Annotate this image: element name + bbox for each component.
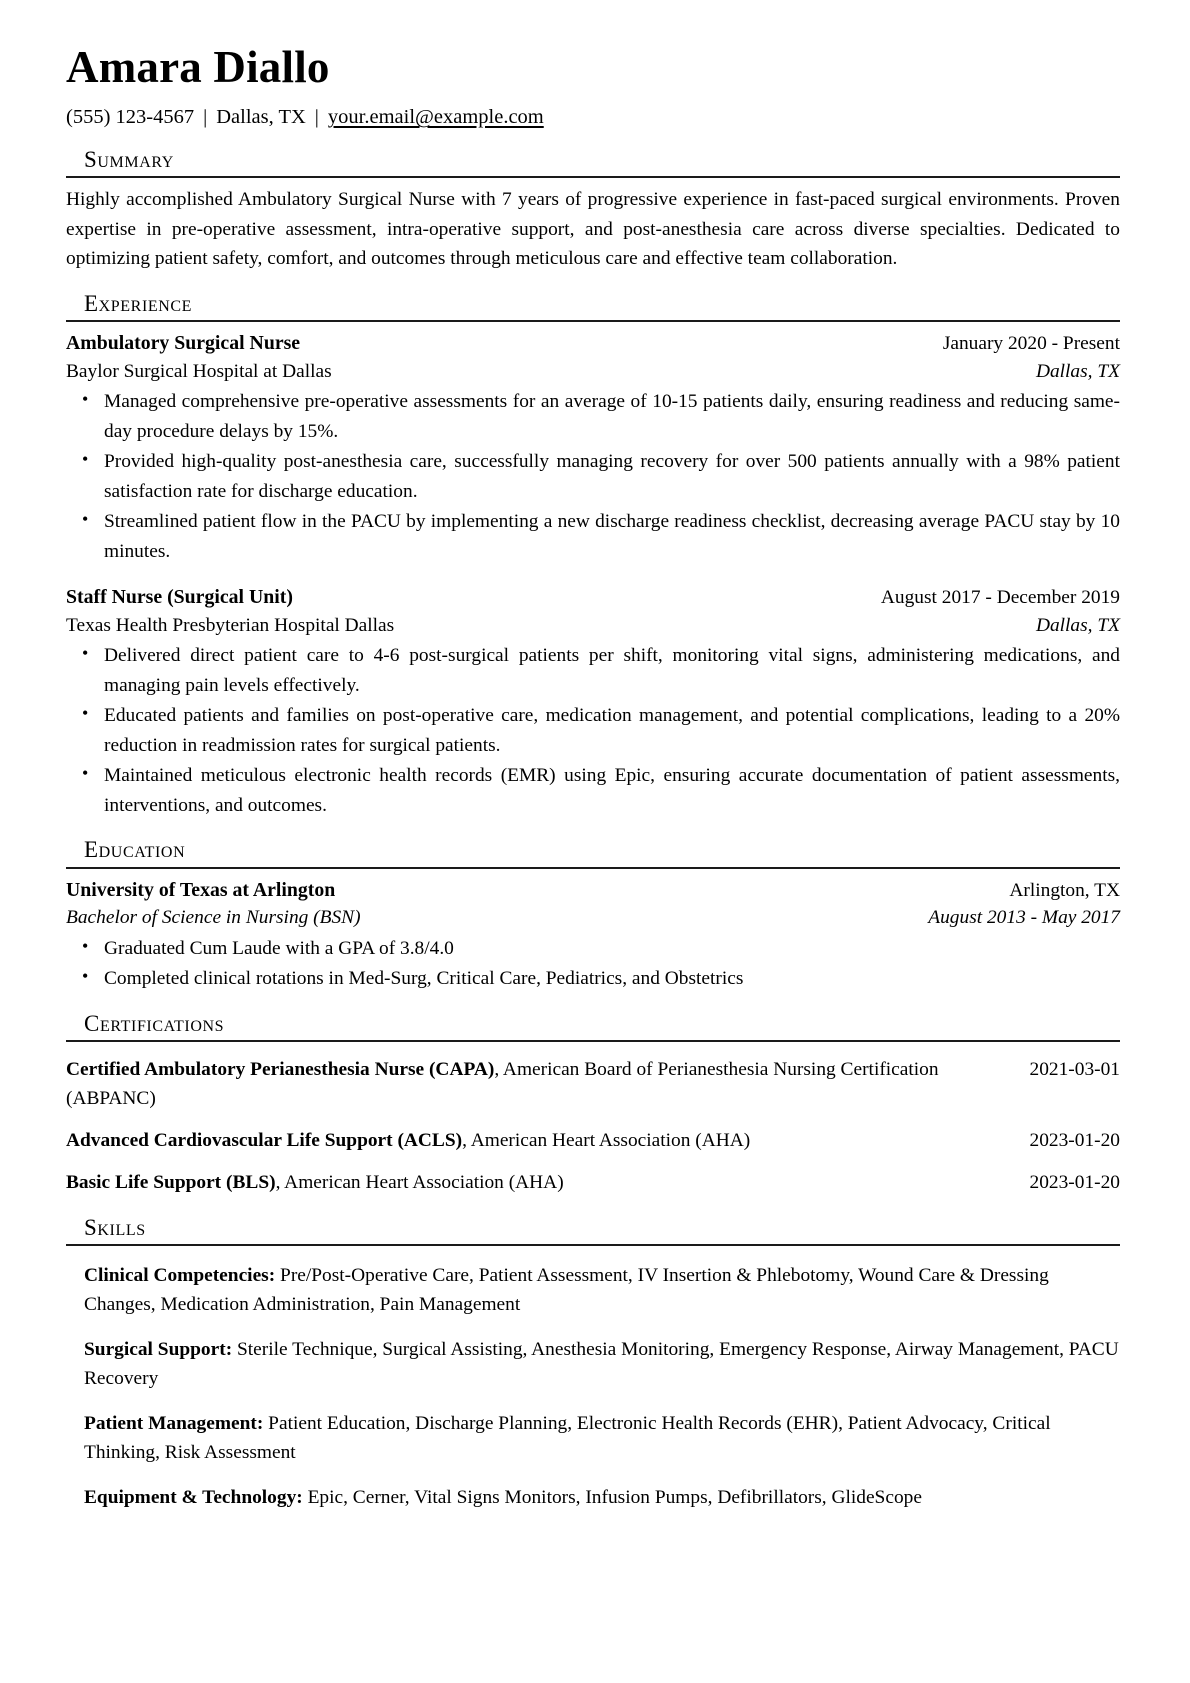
school-location: Arlington, TX xyxy=(1009,879,1120,901)
education-entry xyxy=(66,876,1120,994)
skill-group-label: Surgical Support: xyxy=(84,1338,233,1360)
experience-entry-subheader xyxy=(66,612,1120,640)
section-rule xyxy=(66,1244,1120,1246)
certification-date: 2021-03-01 xyxy=(1029,1059,1120,1081)
skill-group xyxy=(66,1261,1120,1320)
job-location: Dallas, TX xyxy=(1035,614,1120,636)
section-rule xyxy=(66,320,1120,322)
section-title-certifications: Certifications xyxy=(84,1010,225,1036)
contact-line xyxy=(66,105,1120,130)
certification-item xyxy=(66,1168,1120,1197)
education-entry-header xyxy=(66,876,1120,905)
list-item: • Provided high-quality post-anesthesia care, successfully managing recovery for over 500 patients annually with a 98% patient satisfaction rate for discharge education. xyxy=(66,447,1120,506)
certification-name: Basic Life Support (BLS) xyxy=(66,1172,276,1194)
section-title-experience: Experience xyxy=(84,290,193,316)
resume-content xyxy=(66,44,1120,1512)
job-date: January 2020 - Present xyxy=(942,333,1120,355)
section-title-education: Education xyxy=(84,837,186,863)
page-title: Amara Diallo xyxy=(66,42,330,92)
skill-group xyxy=(66,1335,1120,1394)
job-date: August 2017 - December 2019 xyxy=(880,587,1120,609)
experience-entry xyxy=(66,583,1120,820)
degree-name: Bachelor of Science in Nursing (BSN) xyxy=(66,907,361,929)
summary-text: Highly accomplished Ambulatory Surgical Nurse with 7 years of progressive experience in fast-paced surgical environments. Proven expertise in pre-operative assessment, intra-operative support, and post-anesthesia care across diverse specialties. Dedicated to optimizing patient safety, comfort, and outcomes through meticulous care and effective team collaboration. xyxy=(66,189,1120,270)
skill-group-items: Pre/Post-Operative Care, Patient Assessment, IV Insertion & Phlebotomy, Wound Care & Dressing Changes, Medication Administration, Pain Management xyxy=(84,1264,1049,1316)
school-name: University of Texas at Arlington xyxy=(66,878,336,901)
section-experience xyxy=(66,291,1120,820)
certification-item xyxy=(66,1126,1120,1155)
job-location: Dallas, TX xyxy=(1035,360,1120,382)
certification-name: Certified Ambulatory Perianesthesia Nurse (CAPA) xyxy=(66,1059,495,1081)
job-bullet-list xyxy=(66,641,1120,820)
job-title: Staff Nurse (Surgical Unit) xyxy=(66,586,293,609)
section-rule xyxy=(66,867,1120,869)
certification-item xyxy=(66,1055,1120,1113)
job-organization: Texas Health Presbyterian Hospital Dallas xyxy=(66,614,395,636)
skill-group-items: Sterile Technique, Surgical Assisting, Anesthesia Monitoring, Emergency Response, Airway Management, PACU Recovery xyxy=(84,1338,1119,1390)
list-item: • Delivered direct patient care to 4-6 post-surgical patients per shift, monitoring vital signs, administering medications, and managing pain levels effectively. xyxy=(66,641,1120,700)
contact-phone: (555) 123-4567 xyxy=(66,106,195,129)
contact-location: Dallas, TX xyxy=(216,106,306,129)
section-rule xyxy=(66,1040,1120,1042)
experience-entry-header xyxy=(66,329,1120,358)
skill-group xyxy=(66,1483,1120,1512)
job-title: Ambulatory Surgical Nurse xyxy=(66,332,301,355)
certification-issuer: , American Board of Perianesthesia Nursing Certification (ABPANC) xyxy=(66,1059,939,1110)
job-bullet-list xyxy=(66,387,1120,566)
section-education xyxy=(66,837,1120,994)
list-item: • Completed clinical rotations in Med-Surg, Critical Care, Pediatrics, and Obstetrics xyxy=(66,964,1120,993)
list-item: • Streamlined patient flow in the PACU by implementing a new discharge readiness checklist, decreasing average PACU stay by 10 minutes. xyxy=(66,507,1120,566)
skill-group xyxy=(66,1409,1120,1468)
list-item: • Maintained meticulous electronic health records (EMR) using Epic, ensuring accurate documentation of patient assessments, interventions, and outcomes. xyxy=(66,761,1120,820)
contact-separator: | xyxy=(203,106,208,129)
education-entry-subheader xyxy=(66,904,1120,932)
skill-group-label: Clinical Competencies: xyxy=(84,1264,276,1286)
section-summary xyxy=(66,147,1120,274)
certification-name: Advanced Cardiovascular Life Support (ACLS) xyxy=(66,1130,463,1152)
list-item: • Managed comprehensive pre-operative assessments for an average of 10-15 patients daily, ensuring readiness and reducing same-day procedure delays by 15%. xyxy=(66,387,1120,446)
certification-issuer: , American Heart Association (AHA) xyxy=(275,1172,564,1194)
section-title-summary: Summary xyxy=(84,146,174,172)
list-item: • Graduated Cum Laude with a GPA of 3.8/4.0 xyxy=(66,934,1120,963)
experience-entry-header xyxy=(66,583,1120,612)
section-title-skills: Skills xyxy=(84,1214,146,1240)
certification-date: 2023-01-20 xyxy=(1029,1130,1120,1152)
section-certifications xyxy=(66,1011,1120,1198)
experience-entry-subheader xyxy=(66,358,1120,386)
skill-group-items: Epic, Cerner, Vital Signs Monitors, Infusion Pumps, Defibrillators, GlideScope xyxy=(302,1486,922,1508)
degree-date: August 2013 - May 2017 xyxy=(928,907,1120,929)
education-bullet-list xyxy=(66,934,1120,994)
resume-header xyxy=(66,44,1120,130)
list-item: • Educated patients and families on post-operative care, medication management, and potential complications, leading to a 20% reduction in readmission rates for surgical patients. xyxy=(66,701,1120,760)
contact-email-link[interactable]: your.email@example.com xyxy=(327,106,544,129)
section-skills xyxy=(66,1215,1120,1513)
section-rule xyxy=(66,176,1120,178)
contact-separator: | xyxy=(314,106,319,129)
certification-issuer: , American Heart Association (AHA) xyxy=(462,1130,751,1152)
job-organization: Baylor Surgical Hospital at Dallas xyxy=(66,360,332,382)
skill-group-label: Patient Management: xyxy=(84,1412,264,1434)
experience-entry xyxy=(66,329,1120,566)
skill-group-items: Patient Education, Discharge Planning, Electronic Health Records (EHR), Patient Advocacy, Critical Thinking, Risk Assessment xyxy=(84,1412,1051,1464)
skill-group-label: Equipment & Technology: xyxy=(84,1486,303,1508)
certification-date: 2023-01-20 xyxy=(1029,1172,1120,1194)
